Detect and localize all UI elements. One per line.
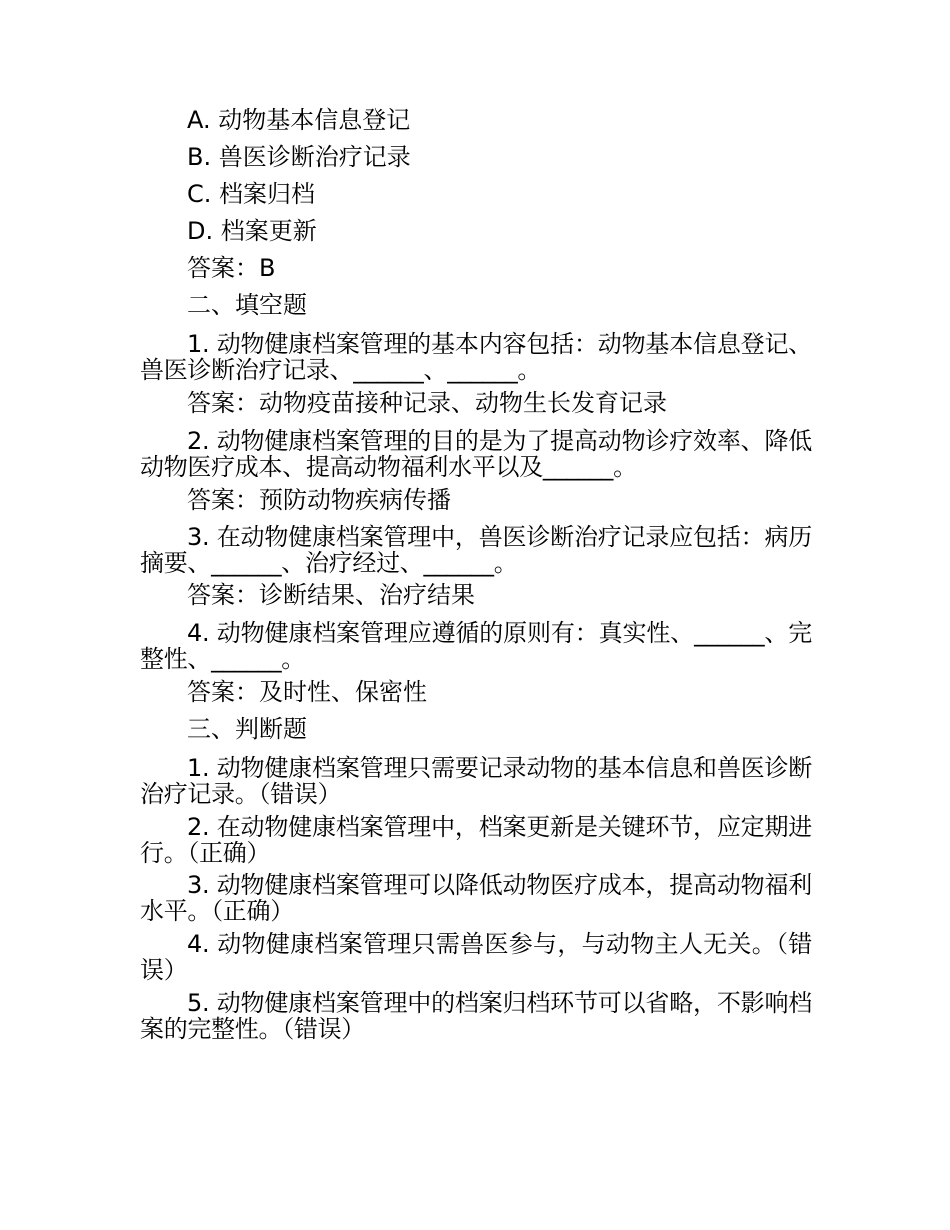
option-d: D. 档案更新 bbox=[187, 217, 317, 245]
tf-question-2: 2. 在动物健康档案管理中，档案更新是关键环节，应定期进行。（正确） bbox=[140, 813, 812, 867]
option-a: A. 动物基本信息登记 bbox=[187, 106, 411, 134]
fill-answer-4: 答案：及时性、保密性 bbox=[187, 678, 427, 706]
tf-question-5: 5. 动物健康档案管理中的档案归档环节可以省略，不影响档案的完整性。（错误） bbox=[140, 989, 812, 1043]
fill-question-1: 1. 动物健康档案管理的基本内容包括：动物基本信息登记、兽医诊断治疗记录、______、______。 bbox=[140, 330, 812, 384]
tf-question-4: 4. 动物健康档案管理只需兽医参与，与动物主人无关。（错误） bbox=[140, 930, 812, 984]
fill-answer-2: 答案：预防动物疾病传播 bbox=[187, 486, 451, 514]
fill-question-4: 4. 动物健康档案管理应遵循的原则有：真实性、______、完整性、______。 bbox=[140, 619, 812, 673]
tf-question-3: 3. 动物健康档案管理可以降低动物医疗成本，提高动物福利水平。（正确） bbox=[140, 871, 812, 925]
choice-answer: 答案：B bbox=[187, 254, 276, 282]
option-c: C. 档案归档 bbox=[187, 180, 316, 208]
fill-answer-1: 答案：动物疫苗接种记录、动物生长发育记录 bbox=[187, 389, 667, 417]
fill-question-3: 3. 在动物健康档案管理中，兽医诊断治疗记录应包括：病历摘要、______、治疗经过、______。 bbox=[140, 523, 812, 577]
true-false-heading: 三、判断题 bbox=[187, 715, 307, 743]
tf-question-1: 1. 动物健康档案管理只需要记录动物的基本信息和兽医诊断治疗记录。（错误） bbox=[140, 754, 812, 808]
fill-blank-heading: 二、填空题 bbox=[187, 291, 307, 319]
fill-answer-3: 答案：诊断结果、治疗结果 bbox=[187, 581, 475, 609]
fill-question-2: 2. 动物健康档案管理的目的是为了提高动物诊疗效率、降低动物医疗成本、提高动物福利水平以及______。 bbox=[140, 427, 812, 481]
option-b: B. 兽医诊断治疗记录 bbox=[187, 143, 411, 171]
